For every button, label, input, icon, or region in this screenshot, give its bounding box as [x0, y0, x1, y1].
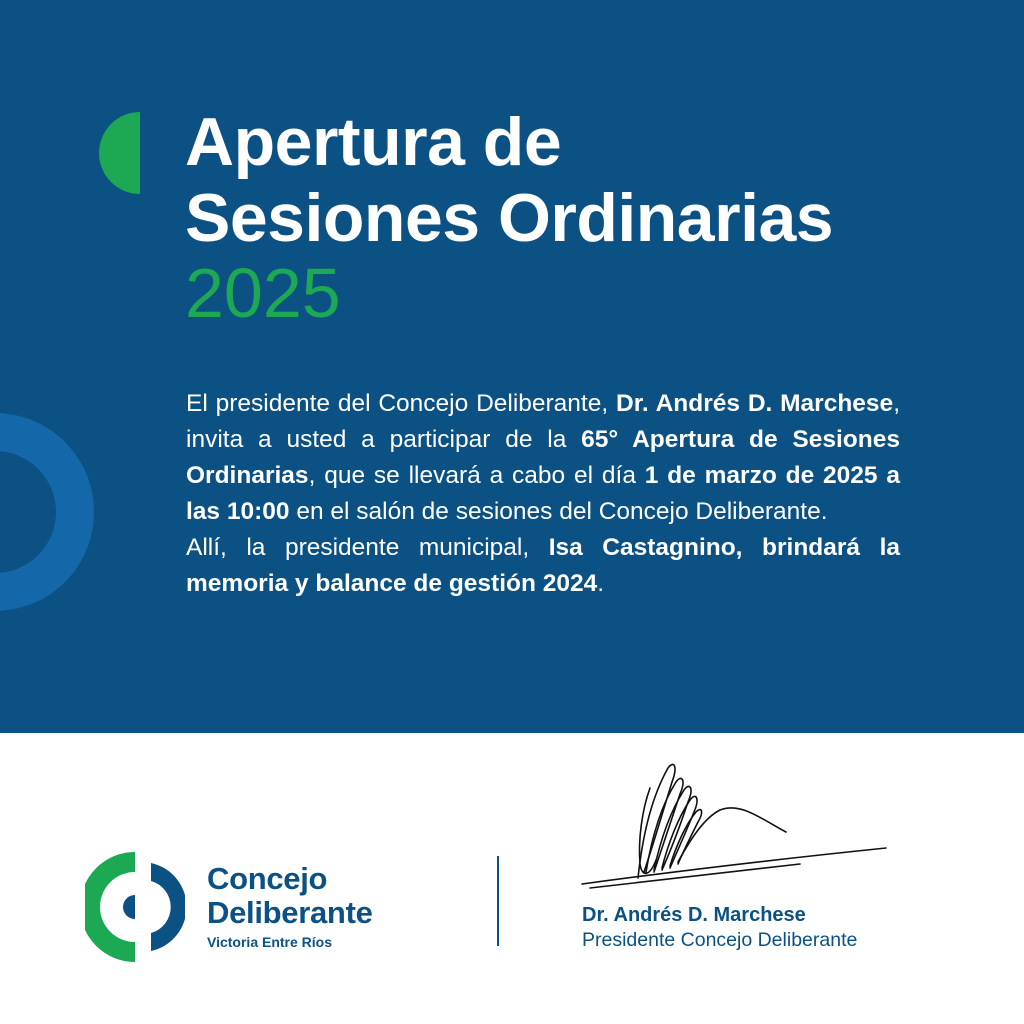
- president-name: Dr. Andrés D. Marchese: [616, 390, 894, 417]
- title-line-2: Sesiones Ordinarias: [185, 180, 834, 256]
- logo-line-location: Victoria Entre Ríos: [207, 934, 333, 950]
- logo-line-deliberante: Deliberante: [207, 895, 373, 930]
- handwritten-signature: [580, 760, 900, 895]
- mayor-name: Isa Castagnino,: [548, 534, 743, 561]
- page-title: [185, 104, 833, 256]
- event-datetime: 1 de marzo de 2025 a las 10:00: [186, 462, 900, 525]
- year-label: 2025: [185, 254, 341, 332]
- blue-ring-decoration: [0, 410, 95, 615]
- concejo-logo-icon: [85, 851, 185, 963]
- logo-wordmark: [207, 862, 373, 952]
- green-half-circle-decoration: [98, 112, 142, 194]
- second-paragraph: [186, 530, 900, 602]
- report-text: brindará la memoria y balance de gestión 2024: [186, 534, 901, 597]
- event-name: 65° Apertura de Sesiones Ordinarias: [186, 426, 900, 489]
- vertical-divider: [497, 856, 499, 946]
- title-line-1: Apertura de: [185, 104, 562, 180]
- period: .: [597, 570, 605, 597]
- date-intro-text: , que se llevará a cabo el día: [308, 462, 645, 489]
- invite-text: , invita a usted a participar de la: [186, 390, 900, 453]
- mayor-intro-text: Allí, la presidente municipal,: [186, 534, 549, 561]
- signer-name: Dr. Andrés D. Marchese: [582, 904, 806, 926]
- invitation-text: [186, 386, 900, 602]
- logo-line-concejo: Concejo: [207, 861, 328, 896]
- signer-role: Presidente Concejo Deliberante: [582, 929, 858, 951]
- location-text: en el salón de sesiones del Concejo Deliberante.: [289, 498, 828, 525]
- intro-text: El presidente del Concejo Deliberante,: [186, 390, 616, 417]
